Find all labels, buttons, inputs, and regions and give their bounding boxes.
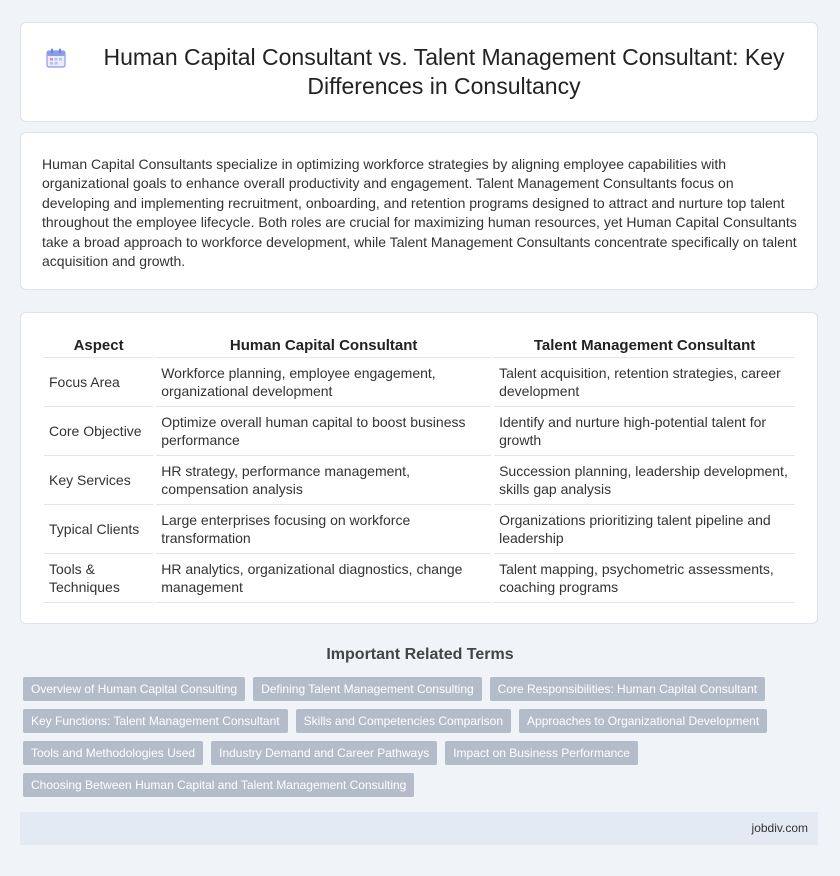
header-human-capital: Human Capital Consultant (156, 333, 491, 358)
related-term-link[interactable]: Approaches to Organizational Development (519, 709, 767, 733)
related-term-link[interactable]: Impact on Business Performance (445, 741, 638, 765)
row-aspect: Typical Clients (44, 505, 153, 554)
related-term-link[interactable]: Overview of Human Capital Consulting (23, 677, 245, 701)
table-row (44, 554, 795, 603)
table-row (44, 505, 795, 554)
related-terms-heading: Important Related Terms (326, 646, 514, 663)
row-aspect: Core Objective (44, 407, 153, 456)
row-talent-management: Talent acquisition, retention strategies, career development (494, 358, 795, 407)
row-aspect: Key Services (44, 456, 153, 505)
table-row (44, 358, 795, 407)
row-human-capital: Workforce planning, employee engagement, organizational development (156, 358, 491, 407)
intro-paragraph: Human Capital Consultants specialize in optimizing workforce strategies by aligning employee capabilities with organizational goals to enhance overall productivity and engagement. Talent Management Consultants focus on developing and implementing recruitment, onboarding, and retention programs designed to attract and nurture top talent throughout the employee lifecycle. Both roles are crucial for maximizing human resources, yet Human Capital Consultants take a broad approach to workforce development, while Talent Management Consultants concentrate specifically on talent acquisition and growth. (42, 156, 797, 270)
footer-site-link[interactable]: jobdiv.com (751, 821, 808, 835)
intro-card (20, 132, 818, 290)
related-term-link[interactable]: Skills and Competencies Comparison (296, 709, 511, 733)
related-term-link[interactable]: Core Responsibilities: Human Capital Consultant (490, 677, 765, 701)
header-talent-management: Talent Management Consultant (494, 333, 795, 358)
related-term-link[interactable]: Choosing Between Human Capital and Talent Management Consulting (23, 773, 414, 797)
title-card (20, 22, 818, 122)
comparison-table (41, 333, 798, 603)
row-talent-management: Succession planning, leadership development, skills gap analysis (494, 456, 795, 505)
table-header-row (44, 333, 795, 358)
header-aspect: Aspect (44, 333, 153, 358)
related-terms-list (23, 677, 793, 805)
related-term-link[interactable]: Defining Talent Management Consulting (253, 677, 482, 701)
row-aspect: Tools & Techniques (44, 554, 153, 603)
row-human-capital: Large enterprises focusing on workforce transformation (156, 505, 491, 554)
related-term-link[interactable]: Industry Demand and Career Pathways (211, 741, 437, 765)
related-term-link[interactable]: Key Functions: Talent Management Consultant (23, 709, 288, 733)
row-talent-management: Identify and nurture high-potential talent for growth (494, 407, 795, 456)
row-talent-management: Talent mapping, psychometric assessments, coaching programs (494, 554, 795, 603)
table-row (44, 407, 795, 456)
page-title: Human Capital Consultant vs. Talent Management Consultant: Key Differences in Consultancy (103, 44, 785, 99)
row-human-capital: HR analytics, organizational diagnostics, change management (156, 554, 491, 603)
row-talent-management: Organizations prioritizing talent pipeline and leadership (494, 505, 795, 554)
related-term-link[interactable]: Tools and Methodologies Used (23, 741, 203, 765)
row-aspect: Focus Area (44, 358, 153, 407)
row-human-capital: HR strategy, performance management, compensation analysis (156, 456, 491, 505)
comparison-card (20, 312, 818, 624)
row-human-capital: Optimize overall human capital to boost business performance (156, 407, 491, 456)
footer (20, 812, 818, 845)
table-row (44, 456, 795, 505)
